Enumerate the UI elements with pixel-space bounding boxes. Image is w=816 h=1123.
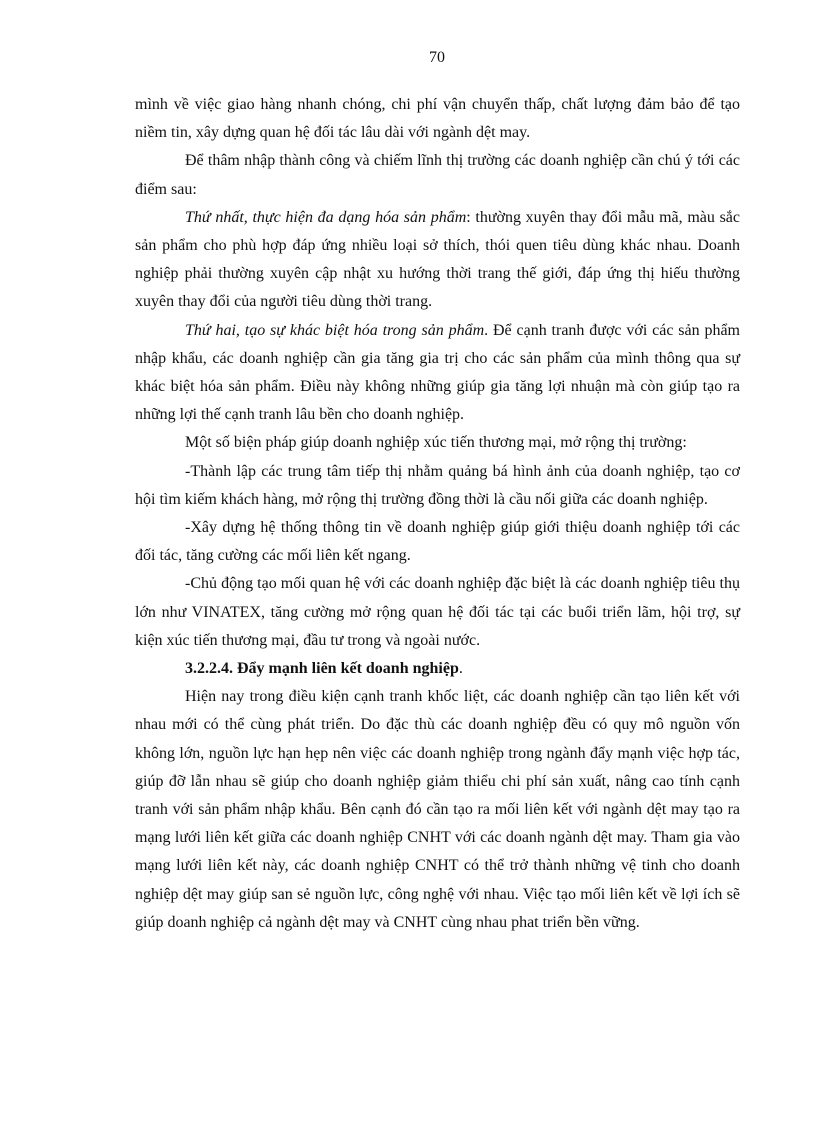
paragraph-business-linkage: Hiện nay trong điều kiện cạnh tranh khốc liệt, các doanh nghiệp cần tạo liên kết với nhau mới có thể cùng phát triển. Do đặc thù các doanh nghiệp đều có quy mô nguồn vốn không lớn, nguồn lực hạn hẹp nên việc các doanh nghiệp trong ngành đẩy mạnh việc hợp tác, giúp đỡ lẫn nhau sẽ giúp cho doanh nghiệp giảm thiểu chi phí sản xuất, nâng cao tính cạnh tranh với sản phẩm nhập khẩu. Bên cạnh đó cần tạo ra mối liên kết với ngành dệt may tạo ra mạng lưới liên kết giữa các doanh nghiệp CNHT với các doanh ngành dệt may. Tham gia vào mạng lưới liên kết này, các doanh nghiệp CNHT có thể trở thành những vệ tinh cho doanh nghiệp dệt may giúp san sẻ nguồn lực, công nghệ với nhau. Việc tạo mối liên kết về lợi ích sẽ giúp doanh nghiệp cả ngành dệt may và CNHT cùng nhau phat triển bền vững. — [135, 688, 740, 931]
paragraph-first-point — [135, 204, 740, 317]
first-point-title: Thứ nhất, thực hiện đa dạng hóa sản phẩm — [185, 208, 467, 226]
section-heading-text: 3.2.2.4. Đẩy mạnh liên kết doanh nghiệp — [185, 660, 459, 678]
page-number: 70 — [429, 49, 445, 66]
section-heading — [135, 655, 740, 683]
paragraph-intro: Để thâm nhập thành công và chiếm lĩnh thị trường các doanh nghiệp cần chú ý tới các điểm sau: — [135, 152, 740, 198]
paragraph-continuation: mình về việc giao hàng nhanh chóng, chi phí vận chuyển thấp, chất lượng đảm bảo để tạo niềm tin, xây dựng quan hệ đối tác lâu dài với ngành dệt may. — [135, 96, 740, 142]
body-text — [135, 91, 740, 937]
paragraph-second-point — [135, 317, 740, 430]
second-point-title: Thứ hai, tạo sự khác biệt hóa trong sản phẩm — [185, 321, 485, 339]
list-item-partner-relations: -Chủ động tạo mối quan hệ với các doanh nghiệp đặc biệt là các doanh nghiệp tiêu thụ lớn như VINATEX, tăng cường mở rộng quan hệ đối tác tại các buổi triển lãm, hội trợ, sự kiện xúc tiến thương mại, đầu tư trong và ngoài nước. — [135, 575, 740, 649]
paragraph-measures-intro: Một số biện pháp giúp doanh nghiệp xúc tiến thương mại, mở rộng thị trường: — [185, 434, 687, 452]
section-heading-period: . — [458, 660, 463, 678]
second-point-text: . Để cạnh tranh được với các sản phẩm nhập khẩu, các doanh nghiệp cần gia tăng gia trị cho các sản phẩm của mình thông qua sự khác biệt hóa sản phẩm. Điều này không những giúp gia tăng lợi nhuận mà còn giúp tạo ra những lợi thế cạnh tranh lâu bền cho doanh nghiệp. — [135, 321, 740, 424]
list-item-information-system: -Xây dựng hệ thống thông tin về doanh nghiệp giúp giới thiệu doanh nghiệp tới các đối tác, tăng cường các mối liên kết ngang. — [135, 519, 740, 565]
list-item-marketing-centers: -Thành lập các trung tâm tiếp thị nhằm quảng bá hình ảnh của doanh nghiệp, tạo cơ hội tìm kiếm khách hàng, mở rộng thị trường đồng thời là cầu nối giữa các doanh nghiệp. — [135, 462, 740, 508]
first-point-text: : thường xuyên thay đổi mẫu mã, màu sắc sản phẩm cho phù hợp đáp ứng nhiều loại sở thích, thói quen tiêu dùng khác nhau. Doanh nghiệp phải thường xuyên cập nhật xu hướng thời trang thế giới, đáp ứng thị hiếu thường xuyên thay đổi của người tiêu dùng thời trang. — [135, 208, 741, 311]
